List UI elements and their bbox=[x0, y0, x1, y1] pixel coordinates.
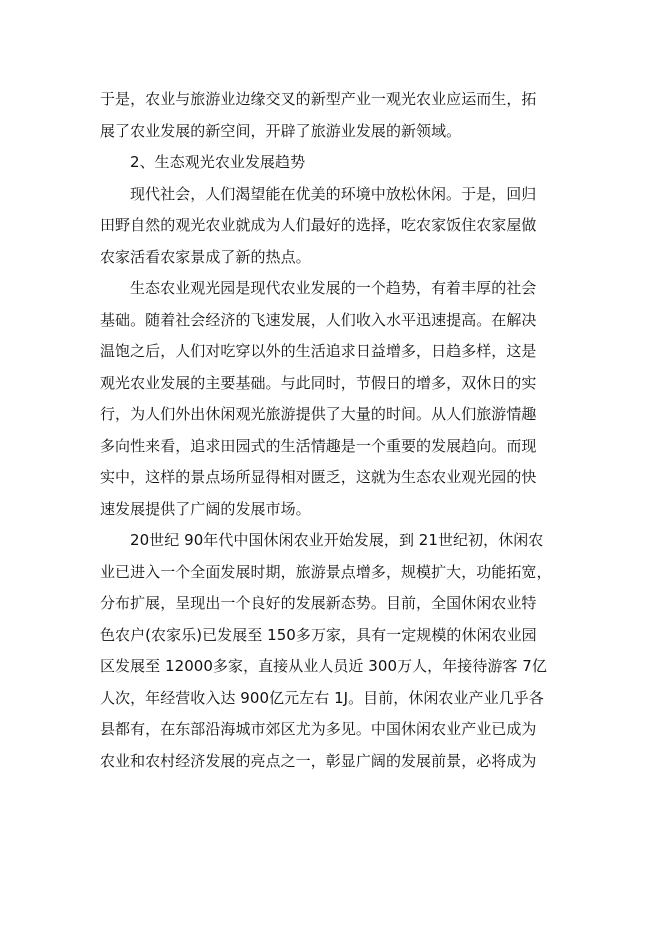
text-line: 基础。随着社会经济的飞速发展，人们收入水平迅速提高。在解决 bbox=[100, 310, 537, 329]
text-line: 农业和农村经济发展的亮点之一，彰显广阔的发展前景，必将成为 bbox=[100, 751, 537, 770]
text-line: 展了农业发展的新空间，开辟了旅游业发展的新领域。 bbox=[100, 121, 462, 140]
text-line: 区发展至 12000多家，直接从业人员近 300万人，年接待游客 7亿 bbox=[100, 657, 547, 675]
text-line: 生态农业观光园是现代农业发展的一个趋势，有着丰厚的社会 bbox=[130, 279, 537, 297]
text-line: 20世纪 90年代中国休闲农业开始发展，到 21世纪初，休闲农 bbox=[130, 531, 544, 549]
text-line: 速发展提供了广阔的发展市场。 bbox=[100, 499, 311, 518]
text-line: 色农户(农家乐)已发展至 150多万家，具有一定规模的休闲农业园 bbox=[100, 625, 537, 644]
text-line: 温饱之后，人们对吃穿以外的生活追求日益增多，日趋多样，这是 bbox=[100, 342, 537, 360]
text-line: 观光农业发展的主要基础。与此同时，节假日的增多，双休日的实 bbox=[100, 373, 537, 392]
text-line: 业已进入一个全面发展时期，旅游景点增多，规模扩大，功能拓宽， bbox=[100, 562, 552, 581]
document-body bbox=[100, 84, 560, 777]
text-line: 现代社会，人们渴望能在优美的环境中放松休闲。于是，回归 bbox=[130, 184, 537, 203]
text-line: 分布扩展，呈现出一个良好的发展新态势。目前，全国休闲农业特 bbox=[100, 594, 537, 612]
text-line: 农家活看农家景成了新的热点。 bbox=[100, 247, 311, 266]
text-line: 行，为人们外出休闲观光旅游提供了大量的时间。从人们旅游情趣 bbox=[100, 405, 537, 423]
text-line: 多向性来看，追求田园式的生活情趣是一个重要的发展趋向。而现 bbox=[100, 436, 537, 455]
text-line: 人次，年经营收入达 900亿元左右 1J。目前，休闲农业产业几乎各 bbox=[100, 688, 544, 707]
text-line: 于是，农业与旅游业边缘交叉的新型产业一观光农业应运而生，拓 bbox=[100, 90, 537, 108]
text-line: 县都有，在东部沿海城市郊区尤为多见。中国休闲农业产业已成为 bbox=[100, 720, 537, 738]
text-line: 实中，这样的景点场所显得相对匮乏，这就为生态农业观光园的快 bbox=[100, 468, 537, 486]
section-heading: 2、生态观光农业发展趋势 bbox=[130, 153, 306, 171]
text-line: 田野自然的观光农业就成为人们最好的选择，吃农家饭住农家屋做 bbox=[100, 216, 537, 234]
